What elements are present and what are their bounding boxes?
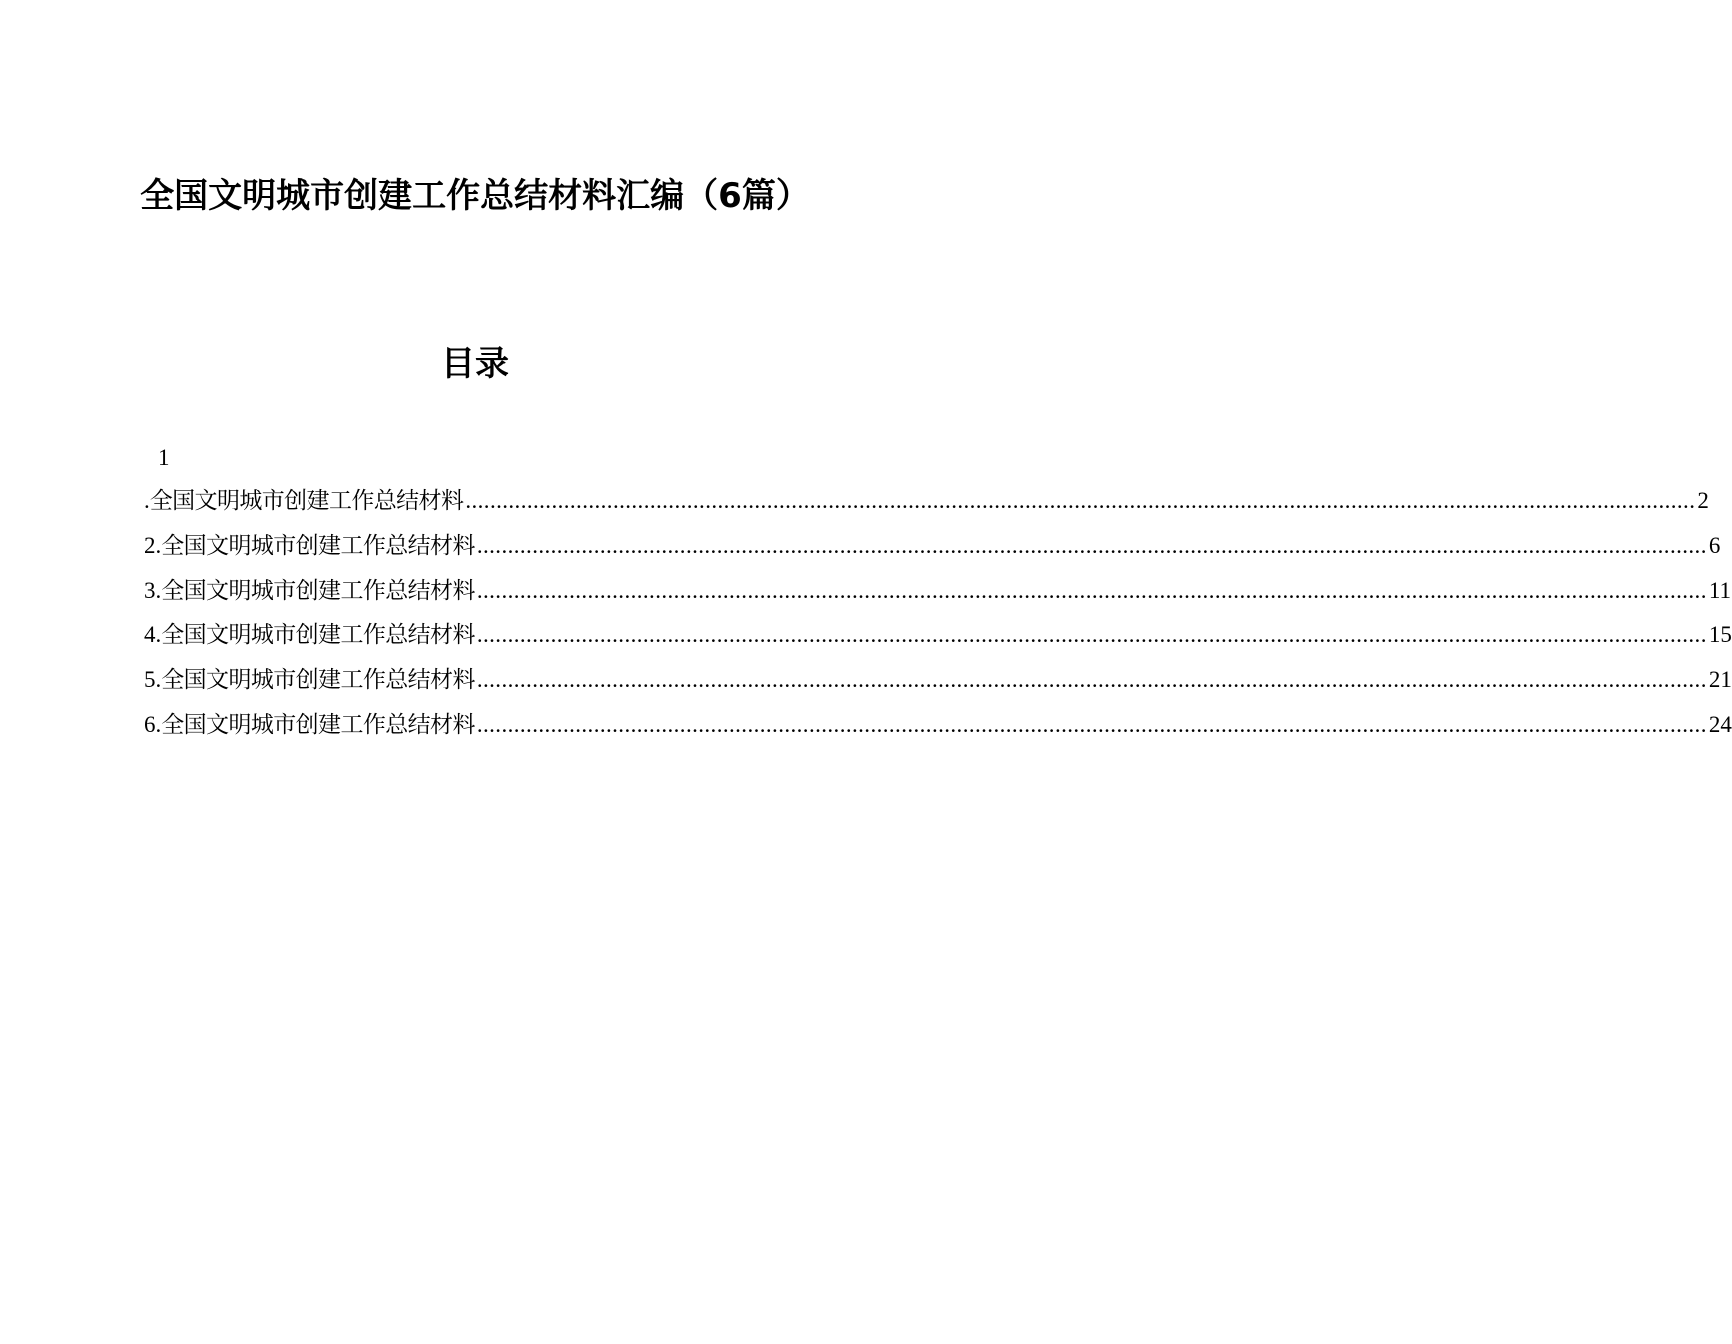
toc-dot-leader: ........................................................................................................................................................................................................ [476, 532, 1707, 558]
toc-dot-leader: ........................................................................................................................................................................................................ [476, 711, 1707, 737]
toc-entry-6[interactable] [144, 708, 1732, 753]
toc-entry-number: 2. [144, 532, 162, 558]
toc-heading: 目录 [441, 344, 509, 384]
toc-entry-page: 6 [1708, 532, 1721, 558]
toc-entry-title: 全国文明城市创建工作总结材料 [161, 667, 475, 694]
toc-entry-3[interactable] [144, 574, 1732, 619]
toc-entry-number: . [144, 488, 150, 513]
toc-entry-page: 21 [1708, 667, 1732, 693]
toc-first-entry-number: 1 [158, 445, 170, 470]
toc-entry-page: 24 [1708, 711, 1732, 737]
toc-dot-leader: ........................................................................................................................................................................................................ [476, 622, 1707, 648]
toc-entry-number: 6. [144, 711, 162, 737]
toc-entry-1[interactable] [144, 484, 1709, 529]
toc-entry-title: 全国文明城市创建工作总结材料 [161, 711, 475, 738]
toc-dot-leader: ........................................................................................................................................................................................................ [476, 577, 1707, 603]
toc-entry-page: 11 [1708, 577, 1732, 603]
document-title: 全国文明城市创建工作总结材料汇编（6篇） [140, 176, 810, 216]
toc-entry-4[interactable] [144, 618, 1732, 663]
toc-entry-number: 4. [144, 622, 162, 648]
table-of-contents [144, 484, 1732, 753]
toc-entry-number: 3. [144, 577, 162, 603]
toc-entry-5[interactable] [144, 663, 1732, 708]
toc-entry-title: 全国文明城市创建工作总结材料 [149, 488, 464, 514]
toc-entry-title: 全国文明城市创建工作总结材料 [161, 532, 475, 559]
toc-entry-title: 全国文明城市创建工作总结材料 [161, 577, 475, 604]
toc-entry-page: 15 [1708, 622, 1732, 648]
toc-dot-leader: ........................................................................................................................................................................................................ [465, 488, 1696, 513]
toc-dot-leader: ........................................................................................................................................................................................................ [476, 667, 1707, 693]
toc-entry-page: 2 [1697, 488, 1709, 513]
toc-entry-2[interactable] [144, 529, 1721, 574]
toc-entry-number: 5. [144, 667, 162, 693]
toc-entry-title: 全国文明城市创建工作总结材料 [161, 622, 475, 649]
